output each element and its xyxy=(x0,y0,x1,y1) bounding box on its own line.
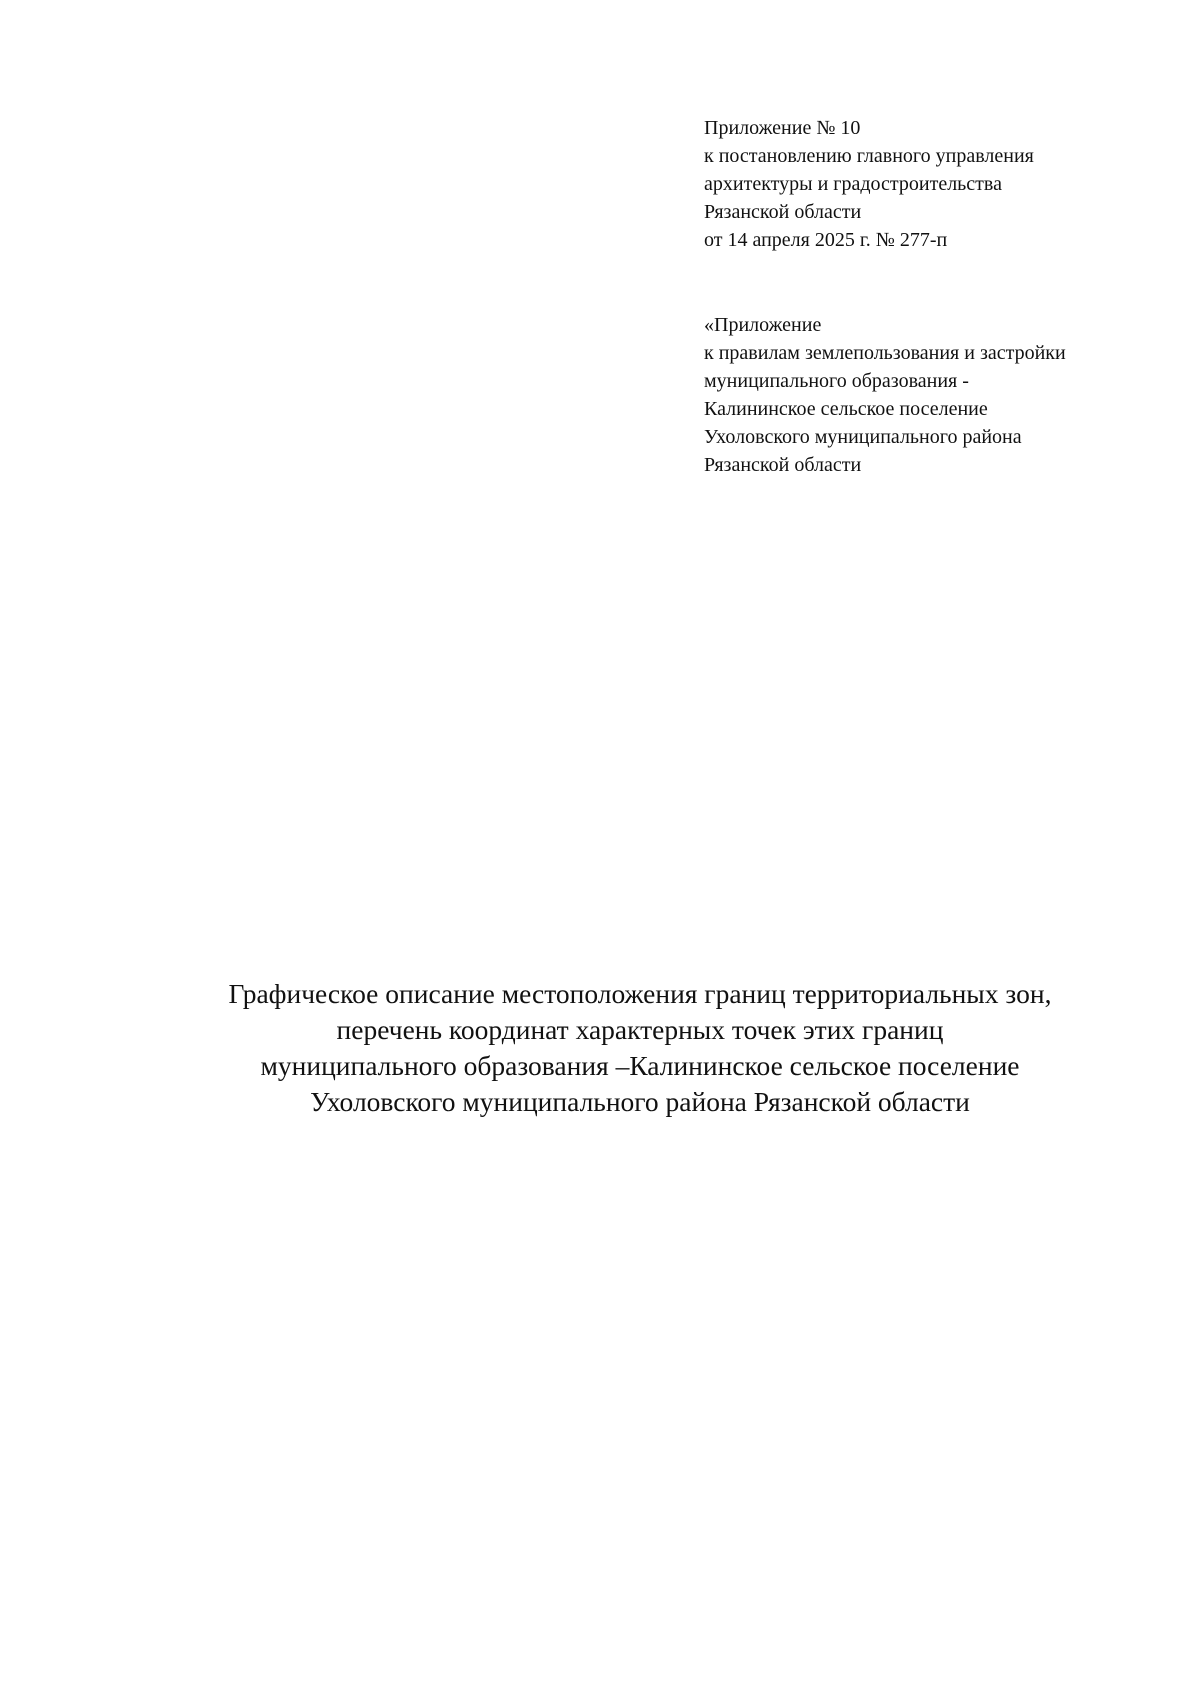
rules-appendix-municipality: муниципального образования - xyxy=(704,370,969,392)
appendix-number: Приложение № 10 xyxy=(704,117,861,139)
document-title-line-1: Графическое описание местоположения границ территориальных зон, xyxy=(228,978,1052,1009)
appendix-date-number: от 14 апреля 2025 г. № 277-п xyxy=(704,229,948,251)
document-title xyxy=(60,976,1200,1120)
rules-appendix-district: Ухоловского муниципального района xyxy=(704,426,1022,448)
appendix-region: Рязанской области xyxy=(704,201,862,223)
rules-appendix xyxy=(704,311,1174,479)
appendix-header xyxy=(704,114,1174,254)
document-title-line-3: муниципального образования –Калининское сельское поселение xyxy=(260,1050,1020,1081)
rules-appendix-region: Рязанской области xyxy=(704,454,862,476)
appendix-resolution-ref: к постановлению главного управления xyxy=(704,145,1034,167)
rules-appendix-settlement: Калининское сельское поселение xyxy=(704,398,988,420)
rules-appendix-label: «Приложение xyxy=(704,314,822,336)
appendix-department: архитектуры и градостроительства xyxy=(704,173,1002,195)
document-title-line-4: Ухоловского муниципального района Рязанской области xyxy=(310,1086,970,1117)
rules-appendix-rules-ref: к правилам землепользования и застройки xyxy=(704,342,1066,364)
document-title-line-2: перечень координат характерных точек этих границ xyxy=(336,1014,944,1045)
